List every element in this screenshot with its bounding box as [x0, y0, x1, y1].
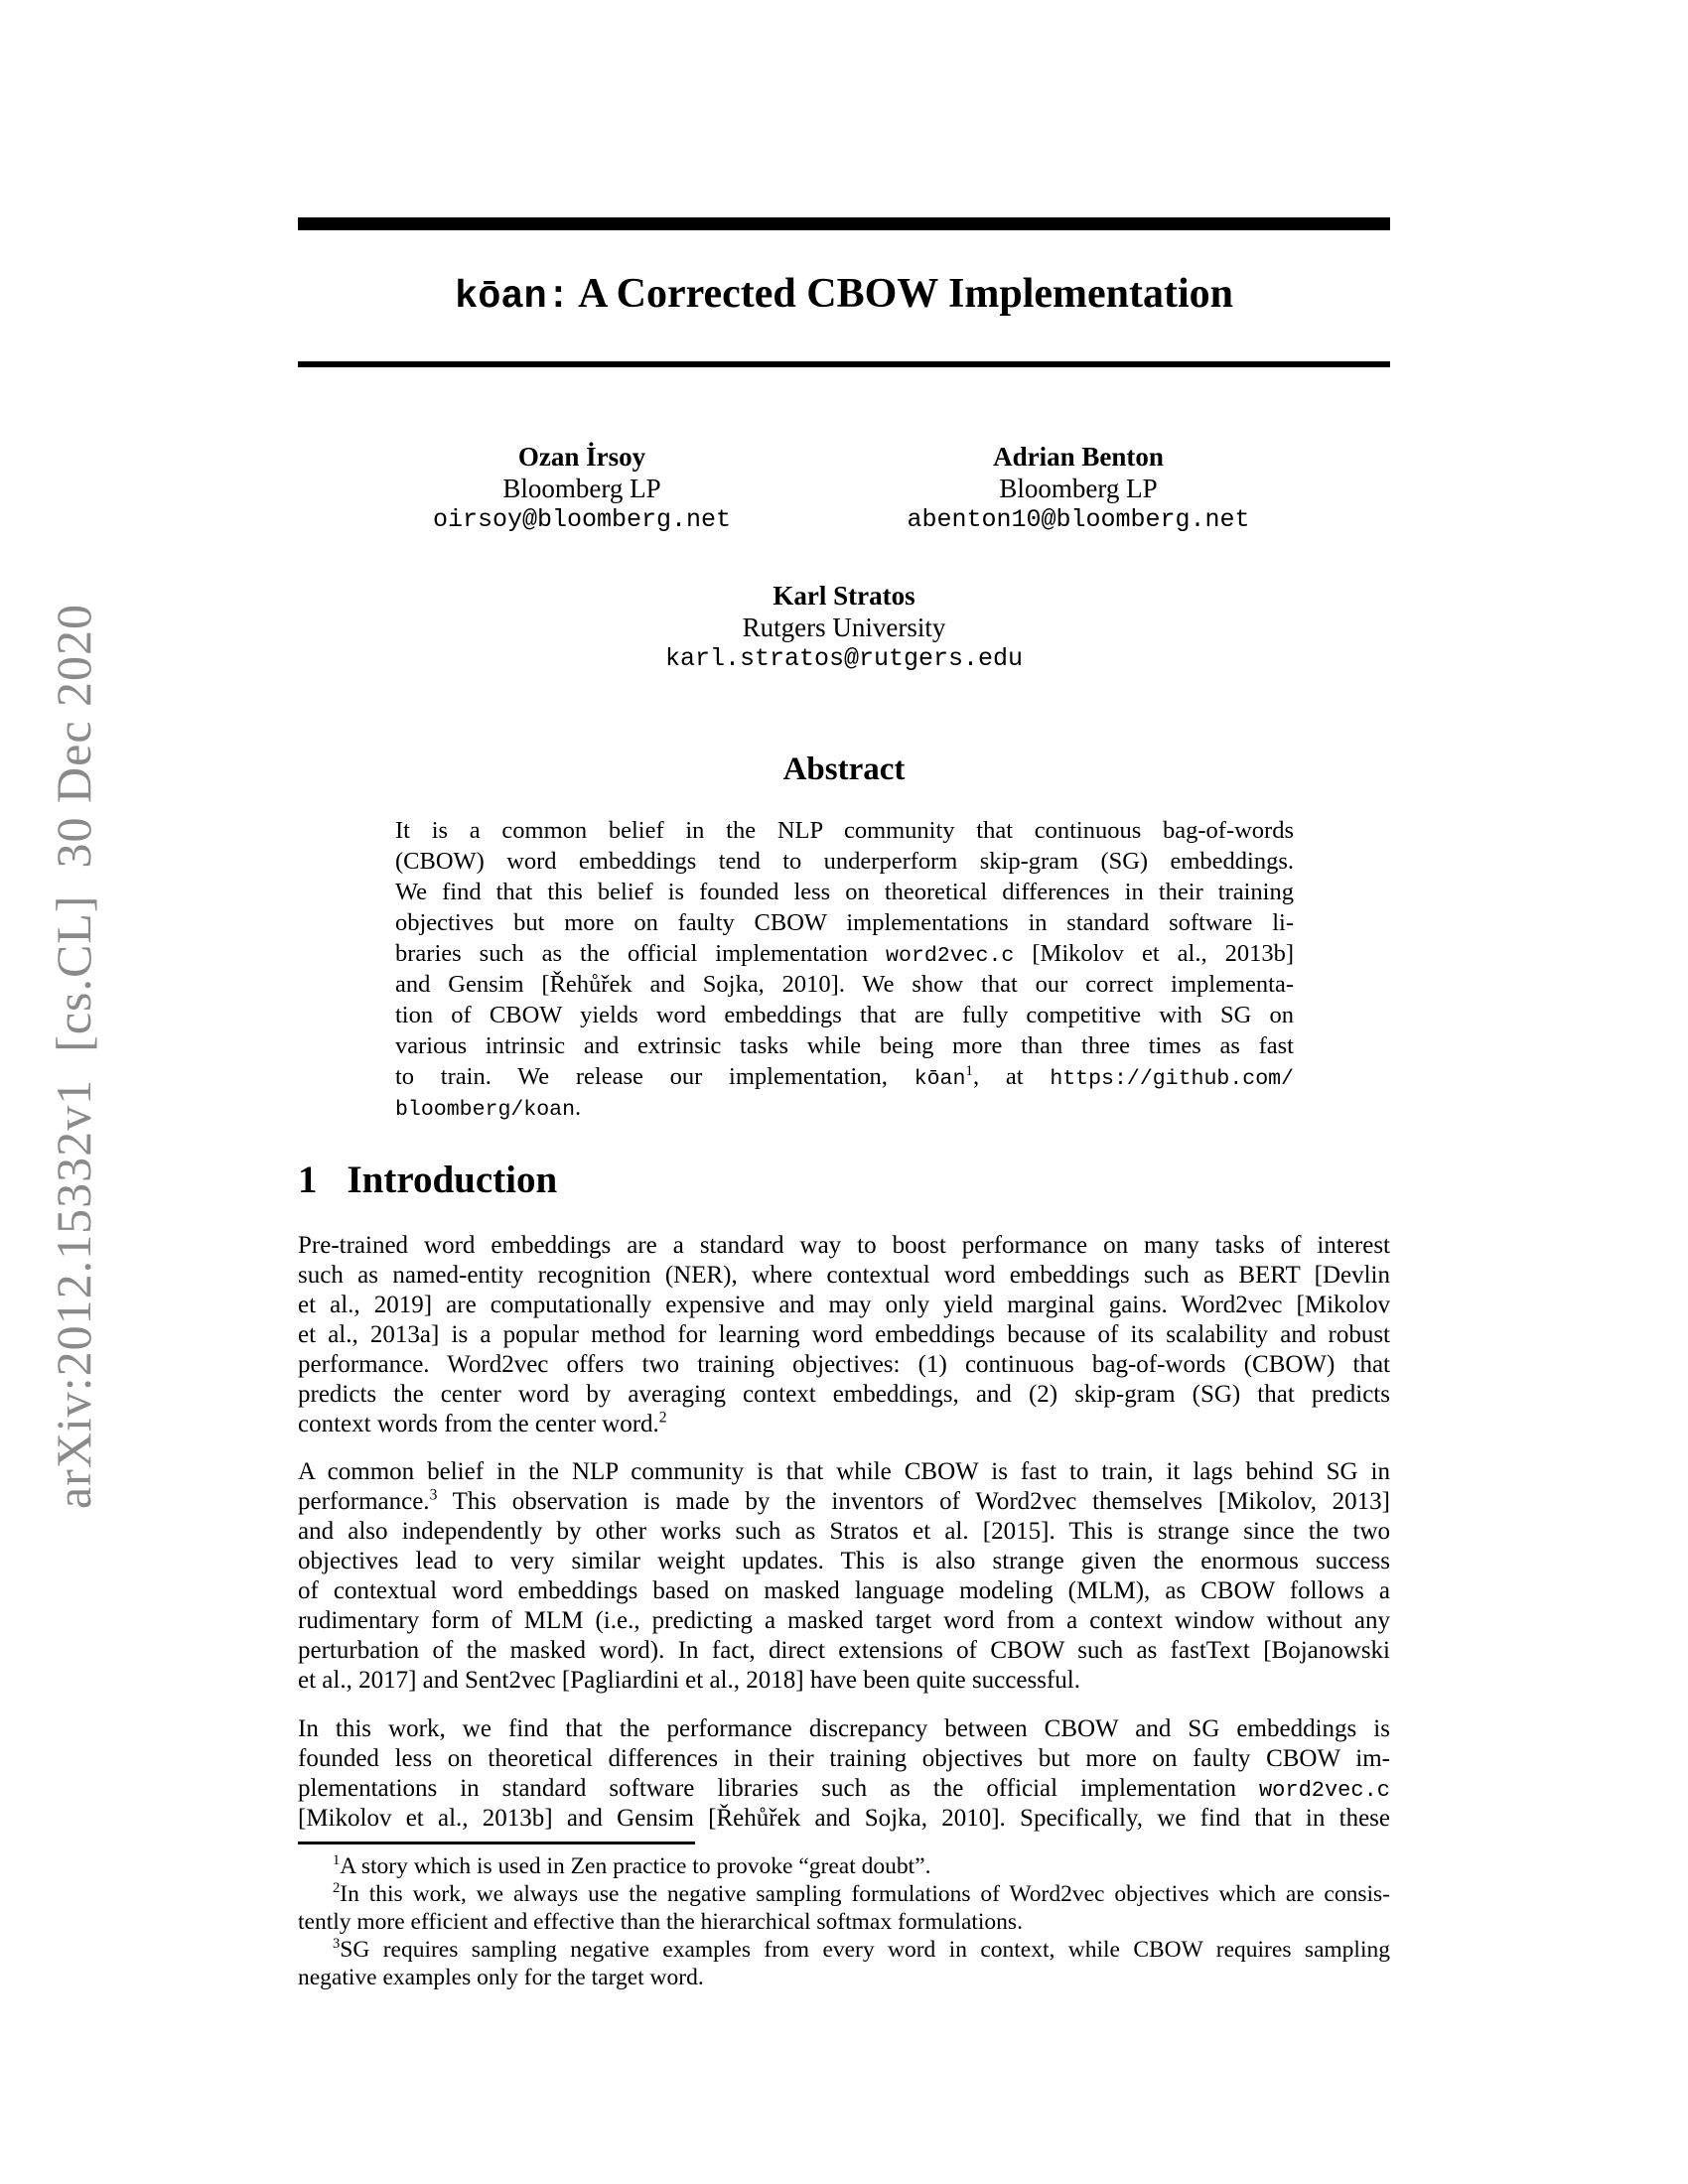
author-affiliation: Rutgers University	[742, 613, 946, 642]
footnote-3: $^3$SG requires sampling negative examples from every word in context, while CBOW requires sampling negative examples only for the target word.	[298, 1936, 1390, 1990]
author-block-ozan-irsoy	[373, 441, 790, 536]
author-email: karl.stratos@rutgers.edu	[664, 644, 1024, 673]
author-name: Ozan İrsoy	[517, 442, 646, 472]
intro-paragraph-3: In this work, we find that the performance discrepancy between CBOW and SG embeddings is founded less on theoretical differences in their training objectives but more on faulty CBOW im- plementations in standard software libraries such as the official implementation word2vec.c [Mikolov et al., 2013b] and Gensim [Řehůřek and Sojka, 2010]. Specifically, we find that in these	[298, 1715, 1390, 1832]
author-email: abenton10@bloomberg.net	[907, 505, 1250, 534]
author-name: Adrian Benton	[993, 442, 1164, 472]
section-title: Introduction	[347, 1159, 558, 1201]
intro-paragraph-1: Pre-trained word embeddings are a standard way to boost performance on many tasks of interest such as named-entity recognition (NER), where contextual word embeddings such as BERT [Devlin et al., 2019] are computationally expensive and may only yield marginal gains. Word2vec [Mikolov et al., 2013a] is a popular method for learning word embeddings because of its scalability and robust performance. Word2vec offers two training objectives: (1) continuous bag-of-words (CBOW) that predicts the center word by averaging context embeddings, and (2) skip-gram (SG) that predicts context words from the center word.$^2$	[298, 1232, 1390, 1437]
author-affiliation: Bloomberg LP	[999, 474, 1158, 503]
author-email: oirsoy@bloomberg.net	[432, 505, 732, 534]
title-rule-bottom	[298, 361, 1390, 367]
intro-paragraph-2: A common belief in the NLP community is that while CBOW is fast to train, it lags behind SG in performance.$^3$ This observation is made by the inventors of Word2vec themselves [Mikolov, 2013] and also independently by other works such as Stratos et al. [2015]. This is strange since the two objectives lead to very similar weight updates. This is also strange given the enormous success of contextual word embeddings based on masked language modeling (MLM), as CBOW follows a rudimentary form of MLM (i.e., predicting a masked target word from a context window without any perturbation of the masked word). In fact, direct extensions of CBOW such as fastText [Bojanowski et al., 2017] and Sent2vec [Pagliardini et al., 2018] have been quite successful.	[298, 1458, 1390, 1694]
footnote-rule	[298, 1842, 695, 1844]
author-block-adrian-benton	[870, 441, 1287, 536]
page-title	[298, 270, 1390, 319]
author-block-karl-stratos	[606, 580, 1082, 675]
author-name: Karl Stratos	[773, 581, 915, 611]
arxiv-watermark: arXiv:2012.15332v1 [cs.CL] 30 Dec 2020	[46, 603, 101, 1510]
abstract-heading: Abstract	[782, 751, 906, 787]
title-rule-top	[298, 217, 1390, 230]
section-number: 1	[298, 1159, 318, 1201]
author-affiliation: Bloomberg LP	[502, 474, 661, 503]
paper-title-text: kōan: A Corrected CBOW Implementation	[455, 271, 1233, 319]
footnote-1: $^1$A story which is used in Zen practice to provoke “great doubt”.	[333, 1852, 931, 1879]
footnote-2: $^2$In this work, we always use the negative sampling formulations of Word2vec objectives which are consis- tently more efficient and effective than the hierarchical softmax formulations.	[298, 1880, 1390, 1935]
abstract-body: It is a common belief in the NLP community that continuous bag-of-words (CBOW) word embeddings tend to underperform skip-gram (SG) embeddings. We find that this belief is founded less on theoretical differences in their training objectives but more on faulty CBOW implementations in standard software li- braries such as the official implementation word2vec.c [Mikolov et al., 2013b] and Gensim [Řehůřek and Sojka, 2010]. We show that our correct implementa- tion of CBOW yields word embeddings that are fully competitive with SG on various intrinsic and extrinsic tasks while being more than three times as fast to train. We release our implementation, kōan$^1$, at https://github.com/ bloomberg/koan.	[395, 817, 1294, 1122]
section-heading-introduction	[298, 1158, 1390, 1202]
